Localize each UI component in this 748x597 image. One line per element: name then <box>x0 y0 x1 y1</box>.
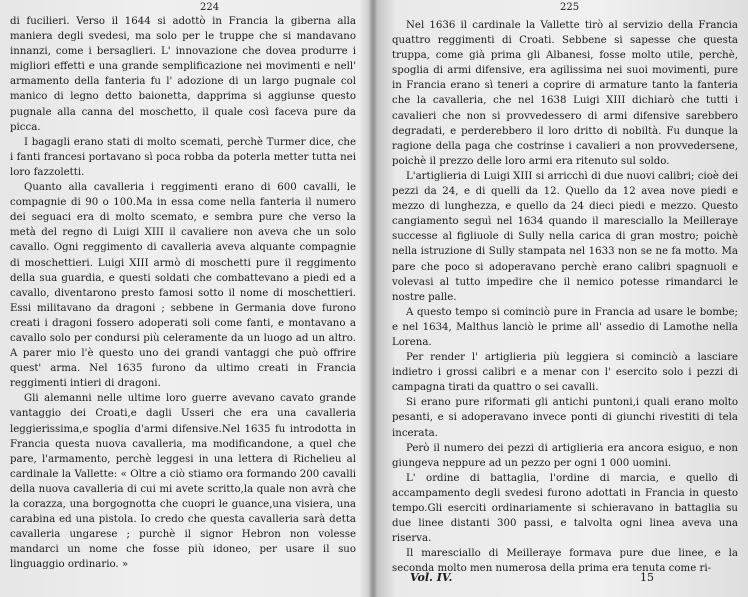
paragraph: Il maresciallo di Meilleraye formava pure due linee, e la seconda molto men numerosa della prima era tenuta come ri- <box>392 548 738 575</box>
paragraph: L' ordine di battaglia, l'ordine di marcia, e quello di accampamento degli svedesi furono adottati in Francia in questo tempo.Gli eserciti ordinariamente si schieravano in battaglia su due linee distanti 300 passi, e talvolta ogni linea aveva una riserva. <box>392 472 738 545</box>
left-page-body <box>10 14 356 572</box>
right-page-body <box>392 18 738 576</box>
paragraph: Si erano pure riformati gli antichi puntoni,i quali erano molto pesanti, e si adoperavano invece ponti di giunchi rivestiti di tela incerata. <box>392 397 738 439</box>
book-gutter <box>368 0 378 597</box>
paragraph: Gli alemanni nelle ultime loro guerre avevano cavato grande vantaggio dei Croati,e dagli Usseri che era una cavalleria leggierissima,e spoglia d'armi difensive.Nel 1635 fu introdotta in Francia questa nuova cavalleria, ma modificandone, a quel che pare, l'armamento, perchè leggesi in una lettera di Richelieu al cardinale la Vallette: « Oltre a ciò stiamo ora formando 200 cavalli della nuova cavalleria di cui mi avete scritto,la quale non avrà che la corazza, una borgognotta che cuopri le guance,una visiera, una carabina ed una pistola. Io credo che questa cavalleria sarà detta cavalleria ungarese ; purchè il signor Hebron non volesse mandarci un nome che fosse più idoneo, per usare il suo linguaggio ordinario. » <box>10 393 356 571</box>
sheet-number: 15 <box>640 571 654 584</box>
paragraph: I bagagli erano stati di molto scemati, perchè Turmer dice, che i fanti francesi portavano sì poca robba da poterla metter tutta nei loro fazzoletti. <box>10 136 356 178</box>
paragraph: Però il numero dei pezzi di artiglieria era ancora esiguo, e non giungeva neppure ad un pezzo per ogni 1 000 uomini. <box>392 442 738 469</box>
volume-signature: Vol. IV. <box>410 571 453 584</box>
paragraph: A questo tempo si cominciò pure in Francia ad usare le bombe; e nel 1634, Malthus lanciò le prime all' assedio di Lamothe nella Lorena. <box>392 306 738 348</box>
page-number: 224 <box>200 2 220 13</box>
paragraph: Per render l' artiglieria più leggiera si cominciò a lasciare indietro i grossi calibri e a menar con l' esercito solo i pezzi di campagna tirati da quattro o sei cavalli. <box>392 352 738 394</box>
left-page <box>0 0 368 597</box>
paragraph: di fucilieri. Verso il 1644 si adottò in Francia la giberna alla maniera degli svedesi, ma solo per le truppe che si mandavano innanzi, come i bersaglieri. L' innovazione che dovea produrre i migliori effetti e una grande semplificazione nei movimenti e nell' armamento della fanteria fu l' adozione di un largo pugnale col manico di legno detto baionetta, dapprima si aggiunse questo pugnale alla canna del moschetto, il quale così faceva pure da picca. <box>10 16 356 133</box>
page-number: 225 <box>560 2 580 13</box>
paragraph: Quanto alla cavalleria i reggimenti erano di 600 cavalli, le compagnie di 90 o 100.Ma in essa come nella fanteria il numero dei seguaci era di molto scemato, e sembra pure che verso la metà del regno di Luigi XIII il cavaliere non aveva che un solo cavallo. Ogni reggimento di cavalleria aveva alquante compagnie di moschettieri. Luigi XIII armò di moschetti pure il reggimento della sua guardia, e questi soldati che combattevano a piedi ed a cavallo, diventarono presto famosi sotto il nome di moschettieri. Essi militavano da dragoni ; sebbene in Germania dove furono creati i dragoni fossero adoperati soli come fanti, e montavano a cavallo solo per condursi più celeramente da un luogo ad un altro. A parer mio l'è questo uno dei grandi vantaggi che può offrire quest' arma. Nel 1635 furono da ultimo creati in Francia reggimenti intieri di dragoni. <box>10 182 356 390</box>
paragraph: L'artiglieria di Luigi XIII si arricchì di due nuovi calibri; cioè dei pezzi da 24, e di quelli da 12. Quello da 12 avea nove piedi e mezzo di lunghezza, e quello da 24 dieci piedi e mezzo. Questo cangiamento seguì nel 1634 quando il maresciallo la Meilleraye successe al figliuole di Sully nella carica di gran mostro; poichè nella istruzione di Sully stampata nel 1633 non se ne fa motto. Ma pare che poco si adoperavano perchè erano calibri spagnuoli e volevasi al tutto impedire che il nemico potesse rimandarci le nostre palle. <box>392 170 738 303</box>
right-page <box>378 0 748 597</box>
paragraph: Nel 1636 il cardinale la Vallette tirò al servizio della Francia quattro reggimenti di Croati. Sebbene si sapesse che questa truppa, come già prima gli Albanesi, fosse molto utile, perchè, spoglia di armi difensive, era agilissima nei suoi movimenti, pure in Francia erano sì teneri a coprire di armature tanto la fanteria che la cavalleria, che nel 1638 Luigi XIII dichiarò che tutti i cavalieri che non si provvedessero di armi difensive sarebbero degradati, e perderebbero il loro dritto di nobiltà. Fu dunque la ragione della paga che costrinse i cavalieri a non provvedersene, poichè il prezzo delle loro armi era ritenuto sul soldo. <box>392 20 738 167</box>
